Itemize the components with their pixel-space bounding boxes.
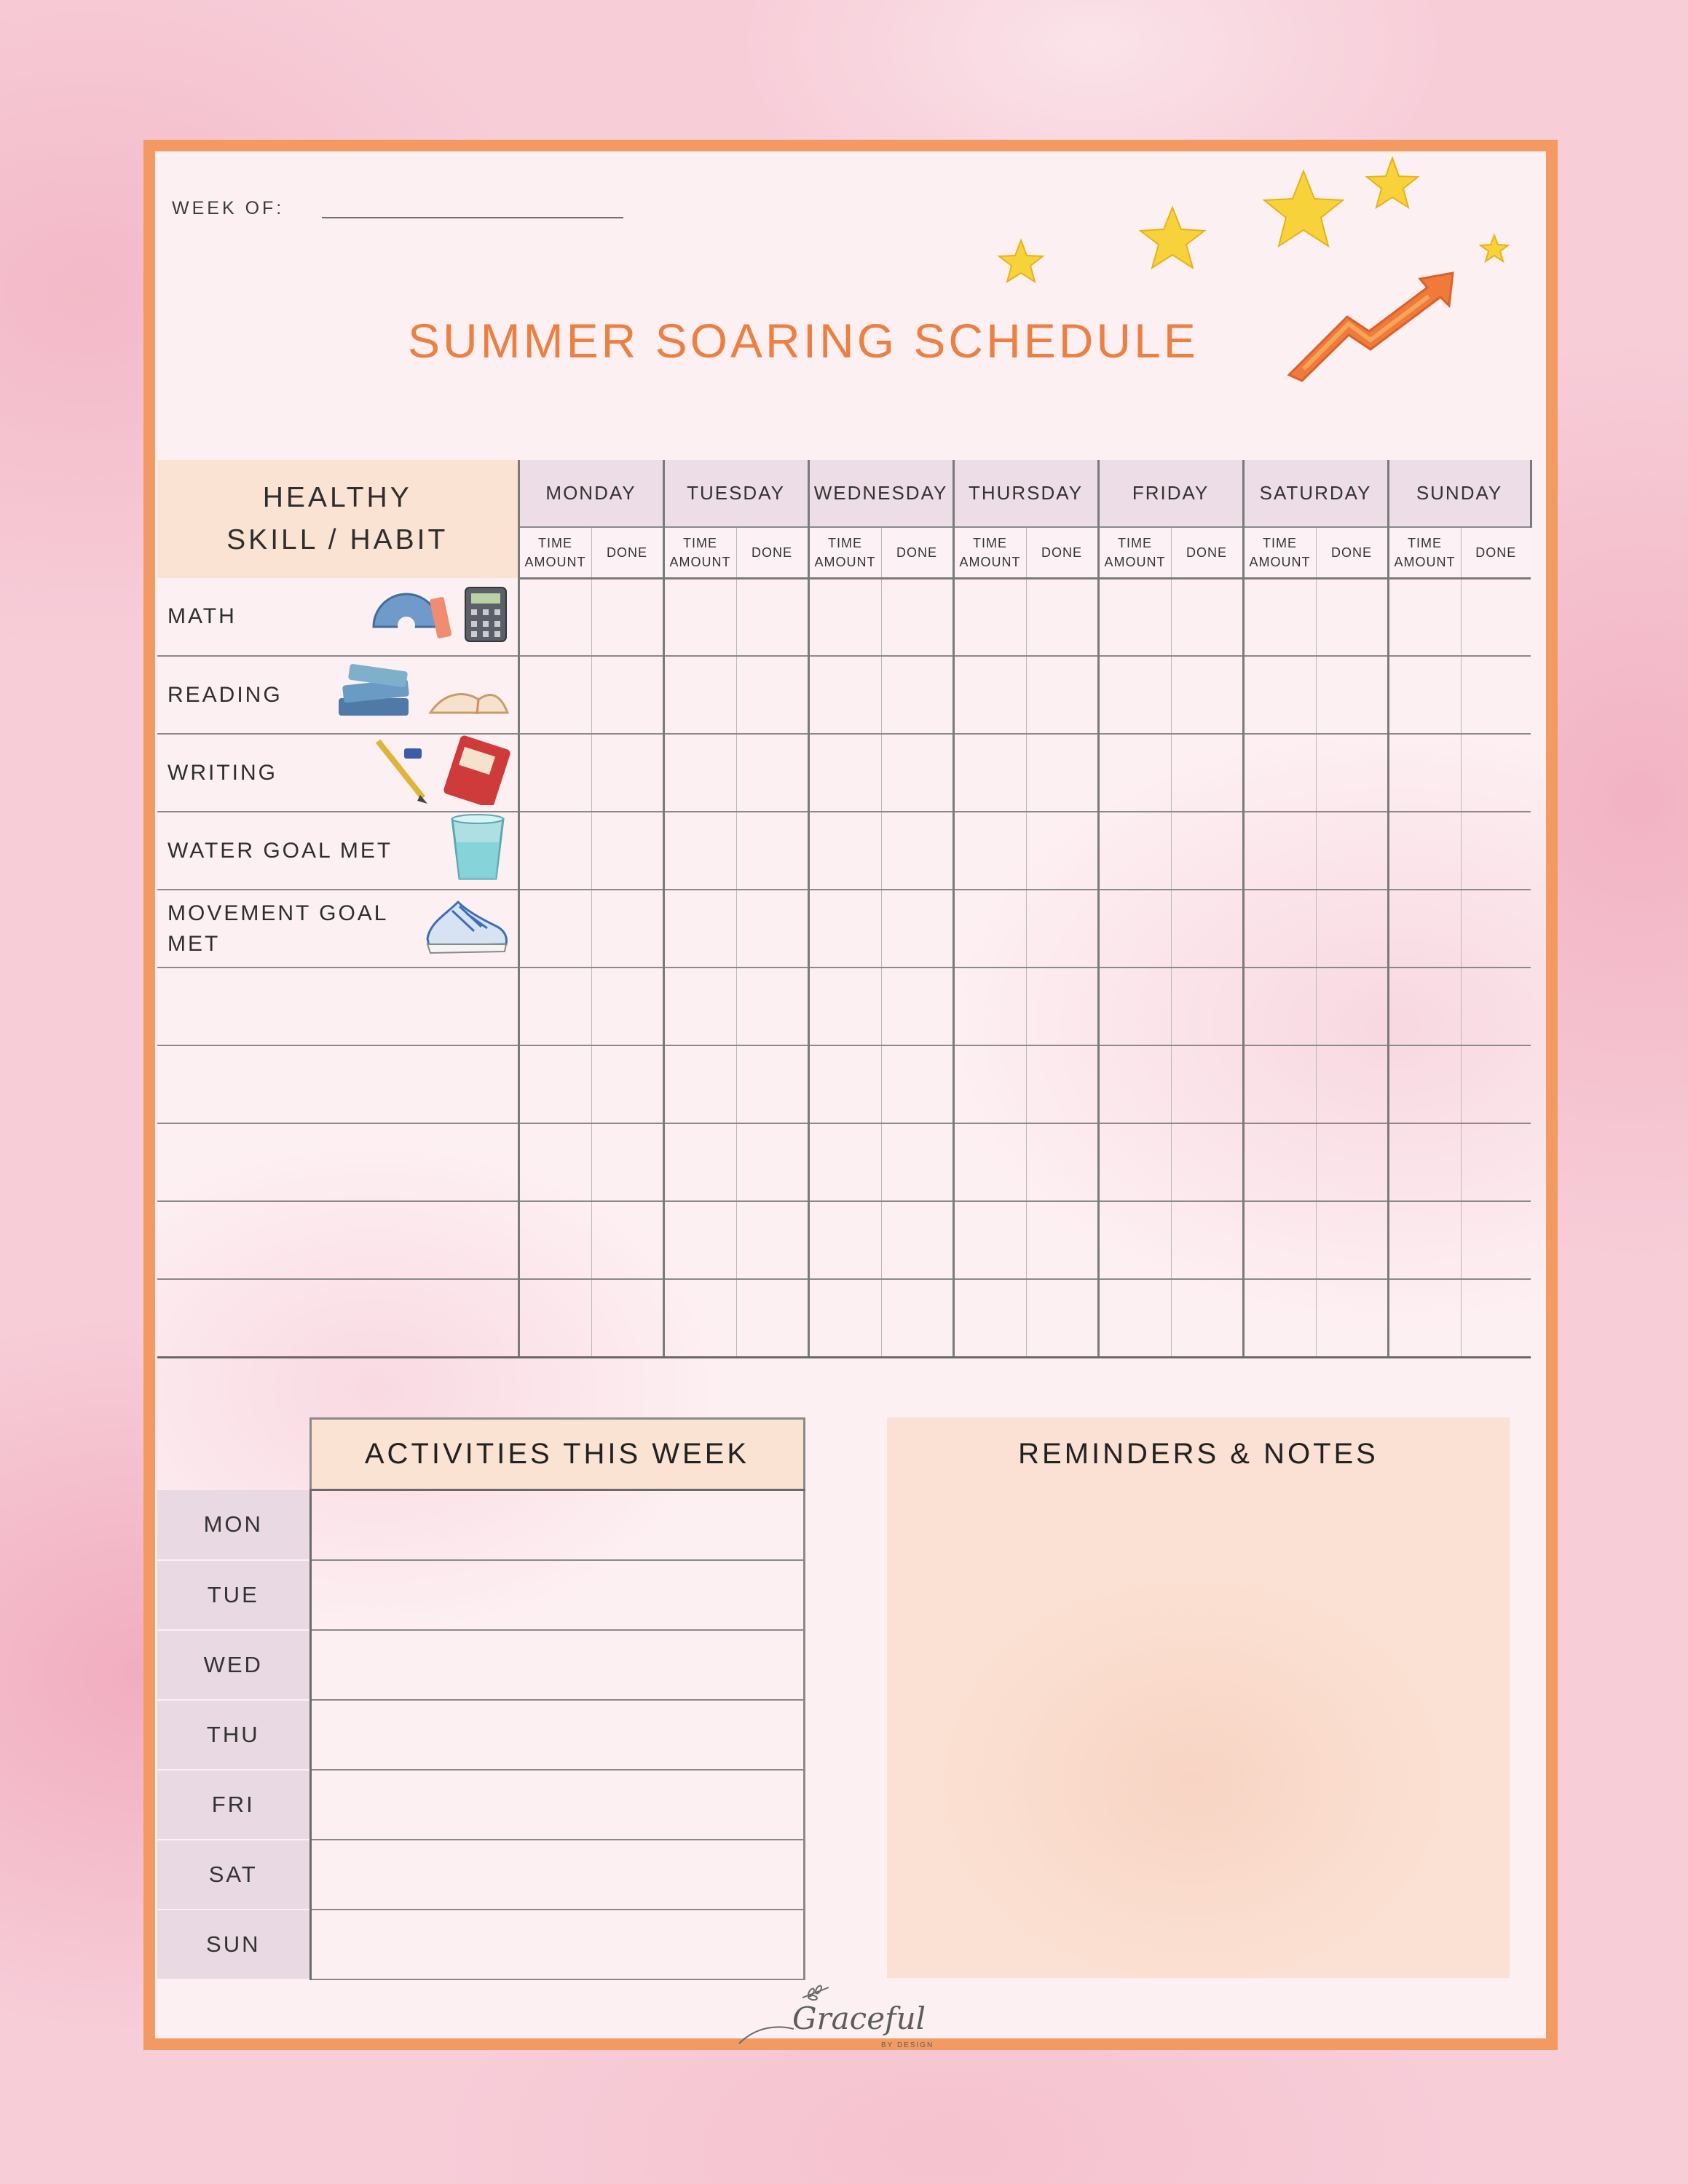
activity-entry-field[interactable] — [310, 1700, 804, 1770]
done-header: DONE — [881, 527, 953, 578]
done-cell[interactable] — [1316, 656, 1388, 734]
done-cell[interactable] — [1461, 1201, 1531, 1279]
day-header-wednesday: WEDNESDAY — [808, 460, 953, 527]
time-amount-cell[interactable] — [1243, 656, 1316, 734]
done-cell[interactable] — [1026, 656, 1098, 734]
habit-row — [157, 1201, 1531, 1279]
time-amount-cell[interactable] — [1098, 656, 1171, 734]
time-amount-cell[interactable] — [953, 1201, 1026, 1279]
habit-label-cell[interactable] — [157, 1045, 518, 1123]
day-header-thursday: THURSDAY — [953, 460, 1098, 527]
done-cell[interactable] — [591, 734, 663, 812]
amount-label: AMOUNT — [669, 554, 731, 569]
done-cell[interactable] — [1461, 890, 1531, 968]
done-cell[interactable] — [1461, 812, 1531, 890]
arrow-icon — [1289, 273, 1453, 381]
habit-label-cell[interactable] — [157, 734, 518, 812]
done-cell[interactable] — [881, 578, 953, 656]
logo-subtitle: BY DESIGN — [881, 2041, 934, 2049]
time-amount-header — [808, 527, 881, 578]
time-amount-cell[interactable] — [518, 968, 591, 1045]
done-cell[interactable] — [1026, 890, 1098, 968]
stars-arrow-icon — [983, 149, 1537, 389]
time-amount-cell[interactable] — [663, 656, 736, 734]
time-amount-cell[interactable] — [518, 1279, 591, 1357]
done-cell[interactable] — [1461, 1045, 1531, 1123]
day-header-tuesday: TUESDAY — [663, 460, 808, 527]
time-amount-cell[interactable] — [518, 1123, 591, 1201]
page-title: SUMMER SOARING SCHEDULE — [408, 314, 1199, 368]
done-cell[interactable] — [1026, 578, 1098, 656]
done-header: DONE — [1171, 527, 1243, 578]
amount-label: AMOUNT — [1249, 554, 1311, 569]
done-cell[interactable] — [591, 578, 663, 656]
done-cell[interactable] — [1171, 1201, 1243, 1279]
time-amount-cell[interactable] — [808, 578, 881, 656]
done-cell[interactable] — [1461, 1123, 1531, 1201]
time-amount-cell[interactable] — [663, 1123, 736, 1201]
done-cell[interactable] — [1316, 968, 1388, 1045]
done-cell[interactable] — [881, 968, 953, 1045]
week-of-label: WEEK OF: — [172, 198, 285, 218]
done-cell[interactable] — [1171, 1045, 1243, 1123]
done-cell[interactable] — [1461, 1279, 1531, 1357]
habit-header-line-2: SKILL / HABIT — [226, 524, 449, 555]
time-amount-cell[interactable] — [953, 1045, 1026, 1123]
time-amount-cell[interactable] — [953, 968, 1026, 1045]
done-cell[interactable] — [1316, 1279, 1388, 1357]
done-cell[interactable] — [1026, 1279, 1098, 1357]
habit-label-cell[interactable] — [157, 968, 518, 1045]
time-amount-cell[interactable] — [1243, 968, 1316, 1045]
done-header: DONE — [1461, 527, 1531, 578]
time-label: TIME — [828, 535, 863, 550]
time-amount-cell[interactable] — [953, 890, 1026, 968]
done-cell[interactable] — [736, 812, 808, 890]
time-amount-cell[interactable] — [808, 812, 881, 890]
graceful-logo — [735, 1974, 954, 2054]
amount-label: AMOUNT — [814, 554, 876, 569]
done-cell[interactable] — [591, 1123, 663, 1201]
done-cell[interactable] — [1461, 734, 1531, 812]
time-amount-cell[interactable] — [808, 1123, 881, 1201]
done-cell[interactable] — [1171, 1123, 1243, 1201]
day-header-friday: FRIDAY — [1098, 460, 1243, 527]
done-cell[interactable] — [1316, 1201, 1388, 1279]
done-cell[interactable] — [1171, 812, 1243, 890]
habit-row — [157, 968, 1531, 1045]
time-amount-cell[interactable] — [1243, 1201, 1316, 1279]
logo-script: Graceful — [792, 2001, 926, 2036]
notes-title: REMINDERS & NOTES — [1018, 1438, 1379, 1470]
done-cell[interactable] — [736, 1279, 808, 1357]
activity-day-label: SAT — [157, 1840, 310, 1910]
time-amount-cell[interactable] — [953, 1279, 1026, 1357]
time-amount-header — [663, 527, 736, 578]
done-cell[interactable] — [591, 1045, 663, 1123]
done-cell[interactable] — [1171, 734, 1243, 812]
time-amount-cell[interactable] — [1098, 1045, 1171, 1123]
done-cell[interactable] — [1316, 578, 1388, 656]
time-label: TIME — [683, 535, 718, 550]
activity-entry-field[interactable] — [310, 1630, 804, 1700]
time-amount-cell[interactable] — [663, 734, 736, 812]
done-cell[interactable] — [1171, 656, 1243, 734]
time-amount-cell[interactable] — [808, 1045, 881, 1123]
habit-column-header — [157, 460, 518, 578]
star-icon — [1264, 171, 1343, 246]
week-of-field[interactable] — [322, 217, 623, 218]
done-cell[interactable] — [591, 812, 663, 890]
activity-day-label: FRI — [157, 1770, 310, 1840]
amount-label: AMOUNT — [524, 554, 586, 569]
habit-label: READING — [167, 682, 283, 707]
activities-rows — [157, 1490, 804, 1979]
done-cell[interactable] — [881, 656, 953, 734]
time-amount-cell[interactable] — [1098, 968, 1171, 1045]
done-cell[interactable] — [736, 656, 808, 734]
done-header: DONE — [1026, 527, 1098, 578]
habit-label: WATER GOAL MET — [167, 838, 393, 863]
time-amount-cell[interactable] — [1098, 1123, 1171, 1201]
time-amount-cell[interactable] — [953, 656, 1026, 734]
time-amount-cell[interactable] — [1388, 1279, 1461, 1357]
time-amount-cell[interactable] — [808, 1279, 881, 1357]
time-amount-cell[interactable] — [1098, 1279, 1171, 1357]
activity-day-label: WED — [157, 1630, 310, 1700]
time-amount-header — [1243, 527, 1316, 578]
time-amount-cell[interactable] — [808, 968, 881, 1045]
done-cell[interactable] — [736, 1201, 808, 1279]
time-amount-cell[interactable] — [1388, 1123, 1461, 1201]
time-amount-cell[interactable] — [518, 578, 591, 656]
activity-entry-field[interactable] — [310, 1840, 804, 1910]
time-label: TIME — [1408, 535, 1443, 550]
time-amount-cell[interactable] — [1243, 734, 1316, 812]
habit-row — [157, 734, 1531, 812]
time-amount-cell[interactable] — [1243, 1279, 1316, 1357]
done-cell[interactable] — [1316, 812, 1388, 890]
time-amount-header — [1098, 527, 1171, 578]
done-cell[interactable] — [736, 1123, 808, 1201]
done-cell[interactable] — [1461, 578, 1531, 656]
done-cell[interactable] — [881, 1279, 953, 1357]
time-amount-cell[interactable] — [1388, 1201, 1461, 1279]
reminders-notes-box[interactable] — [887, 1417, 1510, 1978]
done-cell[interactable] — [1171, 890, 1243, 968]
done-cell[interactable] — [881, 890, 953, 968]
activity-row — [157, 1840, 804, 1910]
done-cell[interactable] — [736, 578, 808, 656]
time-label: TIME — [1118, 535, 1153, 550]
time-amount-cell[interactable] — [1388, 812, 1461, 890]
time-amount-cell[interactable] — [663, 890, 736, 968]
time-amount-cell[interactable] — [953, 578, 1026, 656]
books-icon — [336, 662, 510, 729]
time-amount-cell[interactable] — [1243, 1123, 1316, 1201]
activity-day-label: THU — [157, 1700, 310, 1770]
done-cell[interactable] — [1026, 812, 1098, 890]
done-cell[interactable] — [591, 1201, 663, 1279]
habit-row — [157, 812, 1531, 890]
activity-day-label: TUE — [157, 1560, 310, 1630]
done-cell[interactable] — [1316, 890, 1388, 968]
time-amount-cell[interactable] — [1388, 890, 1461, 968]
time-amount-cell[interactable] — [808, 734, 881, 812]
habit-label-cell[interactable] — [157, 1123, 518, 1201]
time-label: TIME — [973, 535, 1008, 550]
done-cell[interactable] — [1026, 968, 1098, 1045]
sneaker-icon — [423, 893, 510, 965]
time-amount-cell[interactable] — [663, 1201, 736, 1279]
done-cell[interactable] — [591, 968, 663, 1045]
done-cell[interactable] — [736, 734, 808, 812]
done-cell[interactable] — [591, 656, 663, 734]
star-icon — [1367, 158, 1418, 207]
time-amount-cell[interactable] — [518, 1045, 591, 1123]
star-icon — [1140, 207, 1204, 268]
done-cell[interactable] — [591, 1279, 663, 1357]
done-cell[interactable] — [881, 812, 953, 890]
done-cell[interactable] — [736, 1045, 808, 1123]
time-amount-cell[interactable] — [663, 812, 736, 890]
time-amount-header — [518, 527, 591, 578]
activity-row — [157, 1910, 804, 1979]
day-header-monday: MONDAY — [518, 460, 663, 527]
day-header-row — [157, 460, 1531, 527]
time-amount-cell[interactable] — [1388, 1045, 1461, 1123]
done-cell[interactable] — [1316, 1123, 1388, 1201]
done-cell[interactable] — [1171, 1279, 1243, 1357]
habit-label-cell[interactable] — [157, 1279, 518, 1357]
water-glass-icon — [445, 813, 510, 889]
habit-label-cell[interactable] — [157, 656, 518, 734]
amount-label: AMOUNT — [959, 554, 1021, 569]
day-header-saturday: SATURDAY — [1243, 460, 1388, 527]
activity-row — [157, 1700, 804, 1770]
habit-label-cell[interactable] — [157, 1201, 518, 1279]
time-amount-cell[interactable] — [518, 734, 591, 812]
done-header: DONE — [1316, 527, 1388, 578]
amount-label: AMOUNT — [1394, 554, 1456, 569]
time-amount-header — [1388, 527, 1461, 578]
time-amount-cell[interactable] — [808, 890, 881, 968]
done-cell[interactable] — [1461, 656, 1531, 734]
habit-header-line-1: HEALTHY — [262, 482, 412, 513]
done-cell[interactable] — [1026, 1123, 1098, 1201]
time-amount-cell[interactable] — [1388, 578, 1461, 656]
time-amount-cell[interactable] — [1388, 734, 1461, 812]
time-amount-cell[interactable] — [518, 656, 591, 734]
habit-label-cell[interactable] — [157, 812, 518, 890]
activity-row — [157, 1630, 804, 1700]
time-amount-cell[interactable] — [663, 1279, 736, 1357]
time-label: TIME — [1263, 535, 1298, 550]
habit-label: MOVEMENT GOAL MET — [167, 901, 388, 956]
time-amount-cell[interactable] — [1243, 1045, 1316, 1123]
done-cell[interactable] — [1171, 968, 1243, 1045]
time-amount-cell[interactable] — [1098, 578, 1171, 656]
activity-entry-field[interactable] — [310, 1560, 804, 1630]
done-header: DONE — [736, 527, 808, 578]
pencil-notebook-icon — [372, 735, 510, 811]
day-header-sunday: SUNDAY — [1388, 460, 1531, 527]
done-cell[interactable] — [881, 1045, 953, 1123]
activity-day-label: SUN — [157, 1910, 310, 1979]
time-amount-cell[interactable] — [518, 890, 591, 968]
time-amount-cell[interactable] — [1388, 968, 1461, 1045]
habit-row — [157, 1045, 1531, 1123]
time-amount-cell[interactable] — [1098, 734, 1171, 812]
activities-title: ACTIVITIES THIS WEEK — [310, 1419, 804, 1490]
done-cell[interactable] — [881, 734, 953, 812]
star-icon — [1480, 235, 1508, 261]
done-cell[interactable] — [1171, 578, 1243, 656]
time-amount-cell[interactable] — [1243, 890, 1316, 968]
habit-row — [157, 1279, 1531, 1357]
amount-label: AMOUNT — [1104, 554, 1166, 569]
time-amount-cell[interactable] — [663, 968, 736, 1045]
habit-label-cell[interactable] — [157, 578, 518, 656]
habit-label: MATH — [167, 604, 237, 628]
habit-row — [157, 1123, 1531, 1201]
activity-entry-field[interactable] — [310, 1490, 804, 1560]
done-cell[interactable] — [881, 1201, 953, 1279]
done-cell[interactable] — [591, 890, 663, 968]
done-cell[interactable] — [1316, 734, 1388, 812]
habit-tracker-table — [157, 460, 1532, 1358]
time-amount-cell[interactable] — [1098, 812, 1171, 890]
star-icon — [999, 240, 1043, 282]
activity-row — [157, 1560, 804, 1630]
done-cell[interactable] — [736, 890, 808, 968]
time-amount-cell[interactable] — [808, 1201, 881, 1279]
activity-entry-field[interactable] — [310, 1770, 804, 1840]
activity-row — [157, 1490, 804, 1560]
habit-label-cell[interactable] — [157, 890, 518, 968]
done-cell[interactable] — [881, 1123, 953, 1201]
time-amount-cell[interactable] — [518, 1201, 591, 1279]
habit-row — [157, 656, 1531, 734]
habit-row — [157, 578, 1531, 656]
activity-day-label: MON — [157, 1490, 310, 1560]
activity-entry-field[interactable] — [310, 1910, 804, 1979]
activities-table — [157, 1417, 805, 1980]
time-amount-cell[interactable] — [953, 734, 1026, 812]
time-amount-cell[interactable] — [1098, 890, 1171, 968]
time-amount-cell[interactable] — [1098, 1201, 1171, 1279]
done-cell[interactable] — [1461, 968, 1531, 1045]
time-amount-cell[interactable] — [953, 812, 1026, 890]
done-cell[interactable] — [1026, 734, 1098, 812]
time-amount-cell[interactable] — [1388, 656, 1461, 734]
protractor-calculator-icon — [372, 583, 510, 650]
habit-row — [157, 890, 1531, 968]
time-amount-header — [953, 527, 1026, 578]
done-cell[interactable] — [1026, 1045, 1098, 1123]
time-amount-cell[interactable] — [953, 1123, 1026, 1201]
done-header: DONE — [591, 527, 663, 578]
time-amount-cell[interactable] — [663, 1045, 736, 1123]
habit-rows — [157, 578, 1531, 1357]
activities-corner — [157, 1419, 310, 1490]
activity-row — [157, 1770, 804, 1840]
time-label: TIME — [538, 535, 572, 550]
time-amount-cell[interactable] — [663, 578, 736, 656]
habit-label: WRITING — [167, 760, 277, 785]
time-amount-cell[interactable] — [1243, 578, 1316, 656]
done-cell[interactable] — [736, 968, 808, 1045]
time-amount-cell[interactable] — [518, 812, 591, 890]
time-amount-cell[interactable] — [808, 656, 881, 734]
time-amount-cell[interactable] — [1243, 812, 1316, 890]
done-cell[interactable] — [1316, 1045, 1388, 1123]
done-cell[interactable] — [1026, 1201, 1098, 1279]
